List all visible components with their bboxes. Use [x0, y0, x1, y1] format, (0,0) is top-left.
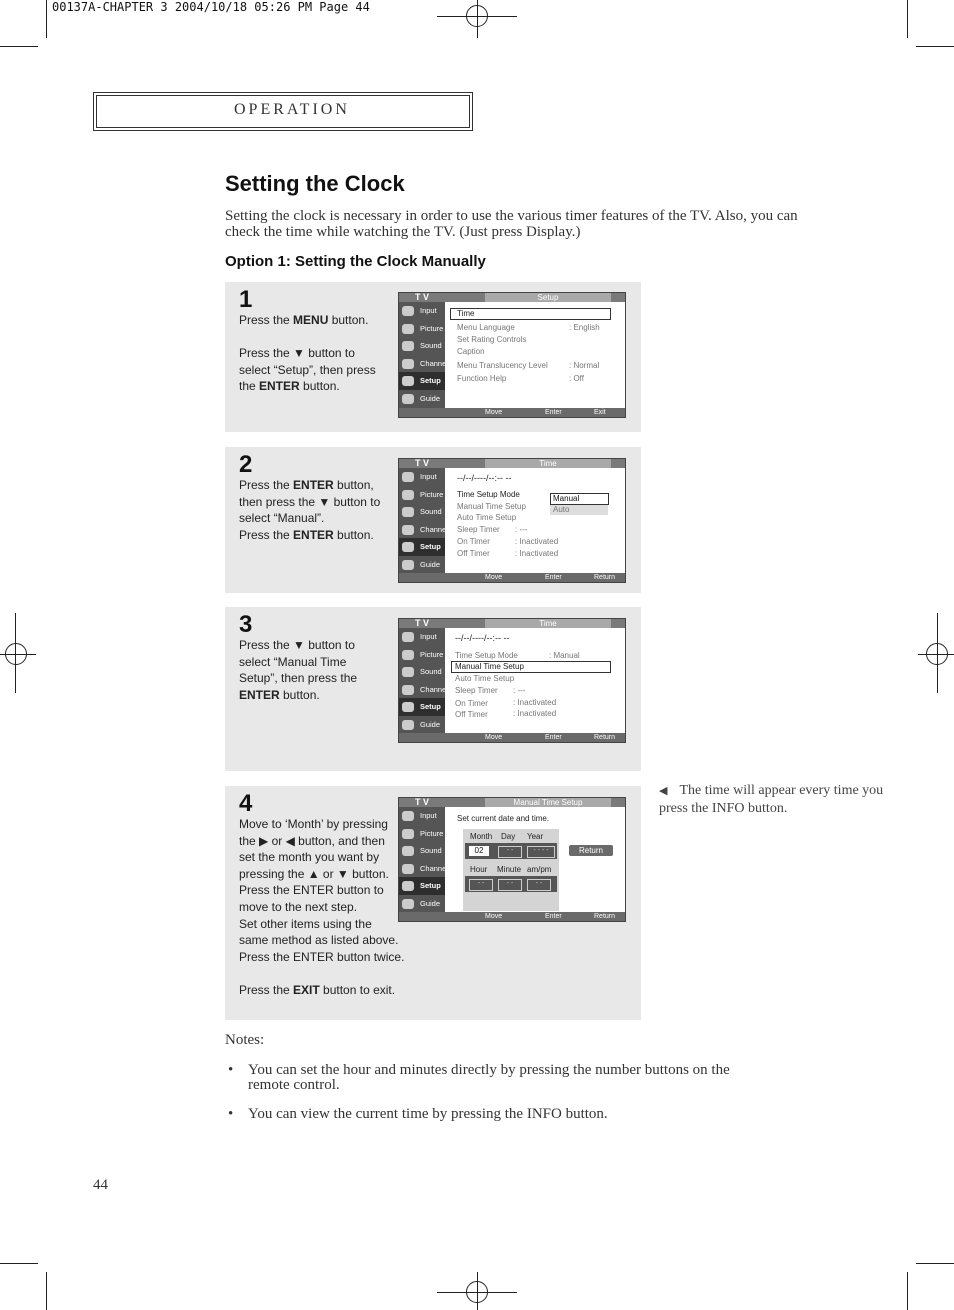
- side-note: [659, 782, 889, 818]
- day-field[interactable]: - -: [498, 846, 522, 858]
- registration-target-icon: [466, 1281, 488, 1303]
- hour-field[interactable]: - -: [469, 879, 493, 891]
- tv-menu-screen: [398, 458, 626, 583]
- osd-menu-item-sound: Sound: [399, 337, 445, 355]
- year-label: Year: [527, 832, 544, 841]
- picture-icon: [402, 324, 414, 334]
- input-icon: [402, 472, 414, 482]
- setup-icon: [402, 702, 414, 712]
- day-label: Day: [501, 832, 516, 841]
- instruction-line: same method as listed above.: [239, 933, 399, 948]
- dropdown-option-auto: Auto: [550, 505, 608, 515]
- page-title: Setting the Clock: [225, 171, 405, 196]
- osd-menu-item-guide: Guide: [399, 556, 445, 574]
- tv-menu-screen: [398, 797, 626, 922]
- registration-target-icon: [926, 643, 948, 665]
- instruction-line: Move to ‘Month’ by pressing: [239, 817, 388, 831]
- step-1-panel: [225, 282, 641, 432]
- note-item: • You can set the hour and minutes directly by pressing the number buttons on the remote control.: [225, 1063, 765, 1093]
- osd-enter-hint: Enter: [545, 734, 562, 741]
- crop-mark: [46, 1272, 47, 1310]
- instruction-line: Press the ENTER button.: [239, 527, 374, 542]
- osd-title: Manual Time Setup: [485, 798, 611, 807]
- osd-tv-label: T V: [415, 292, 430, 302]
- osd-enter-hint: Enter: [545, 409, 562, 416]
- step-3-panel: [225, 607, 641, 771]
- instruction-line: Press the ENTER button to: [239, 883, 384, 898]
- section-header: [93, 92, 473, 131]
- setup-icon: [402, 881, 414, 891]
- tv-menu-screen: [398, 292, 626, 418]
- step-2-panel: [225, 447, 641, 593]
- notes-title: Notes:: [225, 1032, 265, 1048]
- osd-row-value: : Off: [569, 374, 584, 383]
- instruction-line: set the month you want by: [239, 850, 380, 865]
- instruction-line: select “Setup”, then press: [239, 362, 376, 377]
- osd-menu-item-sound: Sound: [399, 663, 445, 681]
- option-heading: Option 1: Setting the Clock Manually: [225, 253, 486, 270]
- osd-menu-item-channel: Channel: [399, 521, 445, 539]
- osd-row: Manual Time Setup: [455, 662, 524, 671]
- guide-icon: [402, 720, 414, 730]
- osd-row: Auto Time Setup: [455, 674, 515, 683]
- osd-menu-item-picture: Picture: [399, 825, 445, 843]
- osd-menu-item-channel: Channel: [399, 355, 445, 373]
- osd-title: Time: [485, 619, 611, 628]
- osd-row-value: : Normal: [569, 361, 600, 370]
- osd-row-value: : Manual: [549, 651, 580, 660]
- ampm-label: am/pm: [527, 865, 552, 874]
- osd-row: Time Setup Mode: [455, 651, 518, 660]
- date-time-panel: [463, 829, 559, 911]
- step-number: 3: [239, 611, 253, 638]
- guide-icon: [402, 394, 414, 404]
- input-icon: [402, 632, 414, 642]
- step-number: 1: [239, 286, 253, 313]
- side-note-text: The time will appear every time you press the INFO button.: [659, 783, 884, 816]
- minute-label: Minute: [497, 865, 522, 874]
- osd-menu-item-guide: Guide: [399, 716, 445, 734]
- step-number: 2: [239, 451, 253, 478]
- osd-row: Set Rating Controls: [457, 335, 527, 344]
- osd-move-hint: Move: [485, 734, 503, 741]
- note-item: • You can view the current time by pressing the INFO button.: [225, 1107, 765, 1122]
- step-instructions: [239, 637, 399, 703]
- instruction-line: the ENTER button.: [239, 379, 340, 394]
- channel-icon: [402, 864, 414, 874]
- osd-row: Off Timer: [455, 710, 488, 719]
- instruction-line: pressing the ▲ or ▼ button.: [239, 866, 389, 881]
- osd-menu-item-setup: Setup: [399, 538, 445, 556]
- ampm-field[interactable]: - -: [527, 879, 551, 891]
- registration-target-icon: [466, 5, 488, 27]
- step-instructions: [239, 816, 414, 999]
- instruction-line: select “Manual Time: [239, 654, 347, 669]
- osd-enter-hint: Enter: [545, 913, 562, 920]
- osd-menu-item-input: Input: [399, 302, 445, 320]
- notes-section: [225, 1032, 765, 1122]
- osd-row: Time: [457, 309, 475, 318]
- osd-row-value: : Inactivated: [515, 537, 559, 546]
- instruction-line: the ▶ or ◀ button, and then: [239, 833, 385, 848]
- sound-icon: [402, 341, 414, 351]
- osd-menu-item-input: Input: [399, 807, 445, 825]
- instruction-line: Press the EXIT button to exit.: [239, 982, 396, 997]
- instruction-line: Press the ENTER button,: [239, 478, 374, 492]
- osd-menu-item-guide: Guide: [399, 895, 445, 913]
- instruction-line: [239, 329, 399, 346]
- crop-mark: [907, 0, 908, 38]
- osd-prompt: Set current date and time.: [457, 814, 550, 823]
- instruction-line: Set other items using the: [239, 916, 372, 931]
- print-slug: 00137A-CHAPTER 3 2004/10/18 05:26 PM Page 44: [52, 0, 370, 14]
- osd-title: Setup: [485, 293, 611, 302]
- osd-row: Menu Translucency Level: [457, 361, 548, 370]
- input-icon: [402, 306, 414, 316]
- picture-icon: [402, 829, 414, 839]
- instruction-line: select “Manual”.: [239, 511, 325, 526]
- instruction-line: Press the ENTER button twice.: [239, 949, 405, 964]
- registration-target-icon: [5, 643, 27, 665]
- step-instructions: [239, 477, 399, 543]
- osd-row: On Timer: [455, 699, 488, 708]
- osd-return-hint: Return: [594, 913, 616, 920]
- crop-mark: [0, 46, 38, 47]
- crop-mark: [916, 46, 954, 47]
- osd-menu-item-setup: Setup: [399, 877, 445, 895]
- sound-icon: [402, 846, 414, 856]
- crop-mark: [916, 1263, 954, 1264]
- crop-mark: [0, 1263, 38, 1264]
- instruction-line: ENTER button.: [239, 687, 320, 702]
- step-4-panel: [225, 786, 641, 1020]
- osd-move-hint: Move: [485, 574, 503, 581]
- osd-row: Time Setup Mode: [457, 490, 520, 499]
- osd-row-value: : ---: [515, 525, 528, 534]
- osd-tv-label: T V: [415, 618, 430, 628]
- dropdown-option-manual: Manual: [550, 493, 609, 505]
- osd-menu-item-guide: Guide: [399, 390, 445, 408]
- osd-row: Off Timer: [457, 549, 490, 558]
- osd-row: Caption: [457, 347, 485, 356]
- osd-row: Manual Time Setup: [457, 502, 526, 511]
- osd-menu-item-sound: Sound: [399, 503, 445, 521]
- step-instructions: [239, 312, 399, 395]
- osd-clock: --/--/----/--:-- --: [455, 633, 510, 643]
- month-field[interactable]: 02: [469, 846, 489, 856]
- osd-sidebar: [399, 302, 448, 408]
- osd-exit-hint: Exit: [594, 409, 606, 416]
- year-field[interactable]: - - - -: [527, 846, 555, 858]
- osd-menu-item-sound: Sound: [399, 842, 445, 860]
- osd-title: Time: [485, 459, 611, 468]
- osd-menu-item-channel: Channel: [399, 860, 445, 878]
- section-label: OPERATION: [234, 101, 350, 118]
- osd-tv-label: T V: [415, 797, 430, 807]
- instruction-line: then press the ▼ button to: [239, 494, 381, 509]
- channel-icon: [402, 359, 414, 369]
- osd-row: On Timer: [457, 537, 490, 546]
- osd-return-hint: Return: [594, 734, 616, 741]
- crop-mark: [907, 1272, 908, 1310]
- osd-row: Menu Language: [457, 323, 515, 332]
- osd-menu-item-setup: Setup: [399, 698, 445, 716]
- picture-icon: [402, 490, 414, 500]
- osd-menu-item-setup: Setup: [399, 372, 445, 390]
- picture-icon: [402, 650, 414, 660]
- instruction-line: Setup”, then press the: [239, 671, 358, 686]
- osd-menu-item-input: Input: [399, 468, 445, 486]
- guide-icon: [402, 899, 414, 909]
- step-number: 4: [239, 790, 253, 817]
- osd-menu-item-picture: Picture: [399, 320, 445, 338]
- osd-row-value: : Inactivated: [513, 709, 557, 718]
- instruction-line: Press the ▼ button to: [239, 346, 355, 361]
- channel-icon: [402, 525, 414, 535]
- osd-return-hint: Return: [594, 574, 616, 581]
- instruction-line: [239, 965, 414, 982]
- intro-paragraph: Setting the clock is necessary in order to use the various timer features of the TV. Also, you can check the time while watching the TV. (Just press Display.): [225, 208, 798, 240]
- channel-icon: [402, 685, 414, 695]
- osd-enter-hint: Enter: [545, 574, 562, 581]
- osd-menu-item-channel: Channel: [399, 681, 445, 699]
- instruction-line: Press the ▼ button to: [239, 638, 355, 652]
- osd-sidebar: [399, 807, 448, 912]
- osd-sidebar: [399, 628, 448, 733]
- instruction-line: move to the next step.: [239, 899, 358, 914]
- page-number: 44: [93, 1177, 108, 1193]
- osd-move-hint: Move: [485, 409, 503, 416]
- osd-row-value: : ---: [513, 686, 526, 695]
- osd-row: Auto Time Setup: [457, 513, 517, 522]
- pointer-arrow-icon: ◀: [659, 785, 668, 797]
- sound-icon: [402, 667, 414, 677]
- osd-row-value: : Inactivated: [513, 698, 557, 707]
- osd-row-value: : English: [569, 323, 600, 332]
- osd-row: Sleep Timer: [455, 686, 498, 695]
- setup-icon: [402, 376, 414, 386]
- osd-menu-item-picture: Picture: [399, 646, 445, 664]
- minute-field[interactable]: - -: [498, 879, 522, 891]
- osd-row-value: : Inactivated: [515, 549, 559, 558]
- osd-tv-label: T V: [415, 458, 430, 468]
- osd-sidebar: [399, 468, 448, 573]
- input-icon: [402, 811, 414, 821]
- osd-menu-item-picture: Picture: [399, 486, 445, 504]
- osd-clock: --/--/----/--:-- --: [457, 473, 512, 483]
- guide-icon: [402, 560, 414, 570]
- osd-menu-item-input: Input: [399, 628, 445, 646]
- sound-icon: [402, 507, 414, 517]
- osd-move-hint: Move: [485, 913, 503, 920]
- hour-label: Hour: [470, 865, 488, 874]
- osd-row: Function Help: [457, 374, 507, 383]
- return-button[interactable]: Return: [569, 845, 613, 856]
- crop-mark: [46, 0, 47, 38]
- month-label: Month: [470, 832, 493, 841]
- setup-icon: [402, 542, 414, 552]
- tv-menu-screen: [398, 618, 626, 743]
- instruction-line: Press the MENU button.: [239, 313, 369, 327]
- osd-row: Sleep Timer: [457, 525, 500, 534]
